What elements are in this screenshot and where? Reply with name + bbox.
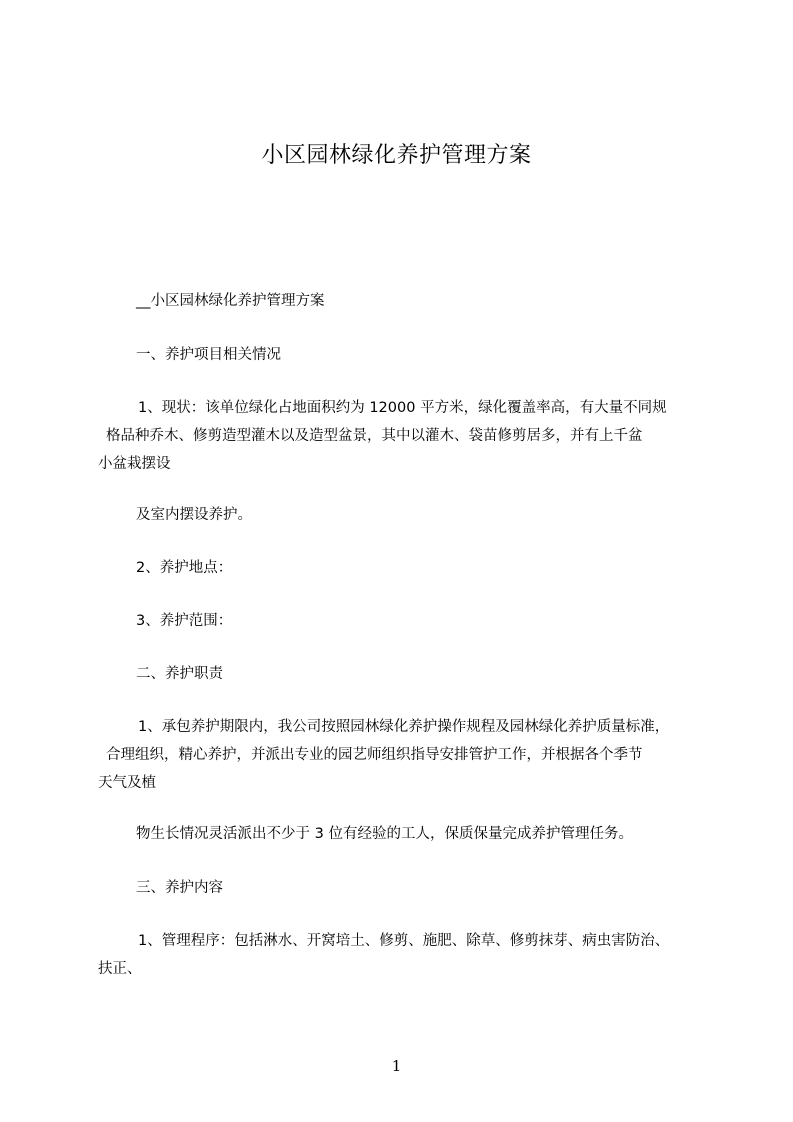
list-item: 3、养护范围： — [136, 613, 233, 629]
paragraph-line: 物生长情况灵活派出不少于 3 位有经验的工人，保质保量完成养护管理任务。 — [136, 826, 633, 842]
paragraph-line: 1、管理程序：包括淋水、开窝培土、修剪、施肥、除草、修剪抹芽、病虫害防治、 — [138, 933, 670, 949]
paragraph-line: 1、现状：该单位绿化占地面积约为 12000 平方米，绿化覆盖率高，有大量不同规 — [138, 400, 667, 416]
paragraph-line: 合理组织，精心养护，并派出专业的园艺师组织指导安排管护工作，并根据各个季节 — [106, 747, 643, 763]
paragraph-line: 小盆栽摆设 — [98, 456, 171, 472]
paragraph-line: 天气及植 — [98, 775, 156, 791]
list-item: 2、养护地点： — [136, 560, 233, 576]
paragraph-line: 1、承包养护期限内，我公司按照园林绿化养护操作规程及园林绿化养护质量标准， — [138, 719, 670, 735]
document-title: 小区园林绿化养护管理方案 — [261, 143, 532, 168]
section-heading-3: 三、养护内容 — [136, 880, 223, 896]
page-number: 1 — [391, 1057, 402, 1075]
paragraph-line: 扶正、 — [98, 961, 142, 977]
paragraph-line: 及室内摆设养护。 — [136, 507, 252, 523]
document-subtitle: __小区园林绿化养护管理方案 — [136, 293, 325, 309]
section-heading-2: 二、养护职责 — [136, 666, 223, 682]
section-heading-1: 一、养护项目相关情况 — [136, 347, 281, 363]
paragraph-line: 格品种乔木、修剪造型灌木以及造型盆景，其中以灌木、袋苗修剪居多，并有上千盆 — [106, 428, 643, 444]
